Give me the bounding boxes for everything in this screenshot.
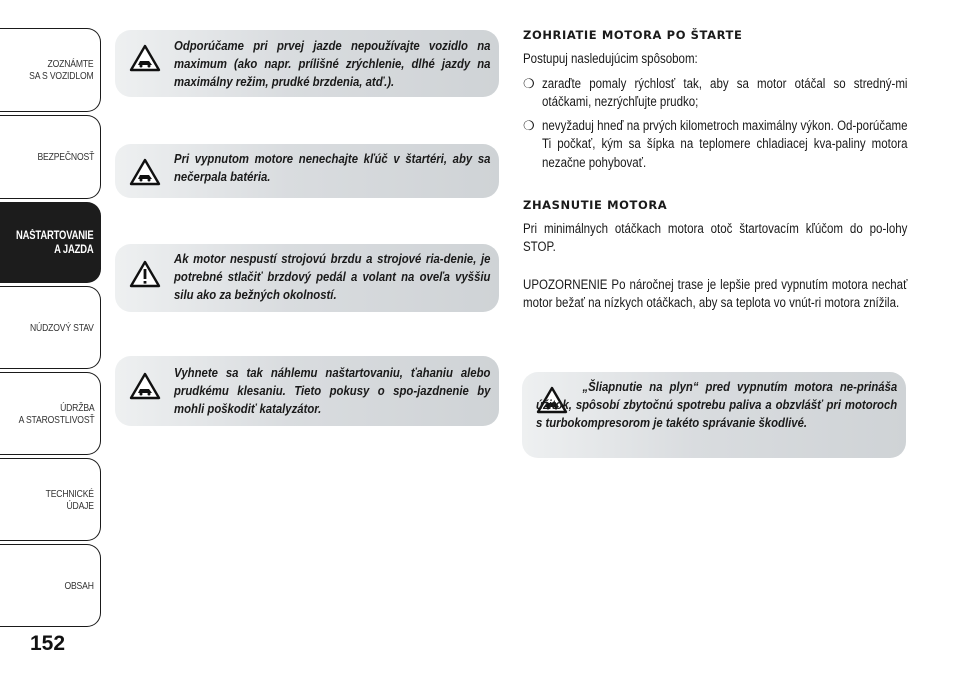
tab-nastartovanie-a-jazda[interactable] xyxy=(0,202,101,283)
warning-text: Ak motor nespustí strojovú brzdu a strojové ria-denie, je potrebné stlačiť brzdový pedál a volant na oveľa vyššiu silu ako za bežných okolností. xyxy=(174,251,491,302)
page-number: 152 xyxy=(30,632,66,655)
list-item xyxy=(523,117,909,173)
warning-box xyxy=(115,356,499,426)
tab-label: NAŠTARTOVANIE A JAZDA xyxy=(16,229,94,256)
tab-label: ZOZNÁMTE SA S VOZIDLOM xyxy=(29,58,94,82)
tab-udrzba-a-starostlivost[interactable] xyxy=(0,372,101,455)
warning-box xyxy=(115,144,499,198)
bullet-circle-icon: ❍ xyxy=(523,76,535,91)
warning-text: Pri vypnutom motore nenechajte kľúč v štartéri, aby sa nečerpala batéria. xyxy=(174,151,491,184)
exclamation-warning-icon xyxy=(129,260,161,288)
car-warning-icon xyxy=(129,158,161,186)
list-item-text: nevyžaduj hneď na prvých kilometroch maximálny výkon. Od-porúčame Ti počkať, kým sa šípka na teplomere chladiacej kva-paliny motora nezačne pohybovať. xyxy=(542,118,908,170)
tab-bezpecnost[interactable] xyxy=(0,115,101,199)
warning-text: Odporúčame pri prvej jazde nepoužívajte vozidlo na maximum (ako napr. prílišné zrýchlenie, dlhé jazdy na maximálny režim, prudké brzdenia, atď.). xyxy=(174,38,491,89)
intro-text: Postupuj nasledujúcim spôsobom: xyxy=(523,51,698,66)
tab-label: BEZPEČNOSŤ xyxy=(37,151,94,163)
tab-label: ÚDRŽBA A STAROSTLIVOSŤ xyxy=(18,401,94,426)
list-item xyxy=(523,75,909,113)
tab-zoznamte-sa-s-vozidlom[interactable] xyxy=(0,28,101,112)
tab-label: OBSAH xyxy=(64,579,94,592)
tab-nudzovy-stav[interactable] xyxy=(0,286,101,369)
paragraph: Pri minimálnych otáčkach motora otoč štartovacím kľúčom do po-lohy STOP. xyxy=(523,221,908,255)
warning-text: Vyhnete sa tak náhlemu naštartovaniu, ťahaniu alebo prudkému klesaniu. Tieto pokusy o spo-jazdnenie by mohli poškodiť katalyzátor. xyxy=(174,365,491,416)
warning-text: „Šliapnutie na plyn“ pred vypnutím motora ne-prináša úžitok, spôsobí zbytočnú spotrebu paliva a obzvlášť pri motoroch s turbokompresorom je takéto správanie škodlivé. xyxy=(536,379,898,430)
section-heading: ZHASNUTIE MOTORA xyxy=(523,198,668,212)
section-heading: ZOHRIATIE MOTORA PO ŠTARTE xyxy=(523,28,743,42)
warning-box xyxy=(115,30,499,97)
list-item-text: zaraďte pomaly rýchlosť tak, aby sa motor otáčal so stredný-mi otáčkami, nezrýchľujte prudko; xyxy=(542,76,908,110)
tab-label: TECHNICKÉ ÚDAJE xyxy=(45,487,94,512)
warning-box xyxy=(522,372,906,458)
tab-label: NÚDZOVÝ STAV xyxy=(30,321,94,334)
warning-box xyxy=(115,244,499,312)
car-warning-icon xyxy=(129,372,161,400)
tab-obsah[interactable] xyxy=(0,544,101,627)
tab-technicke-udaje[interactable] xyxy=(0,458,101,541)
bullet-circle-icon: ❍ xyxy=(523,118,535,133)
car-warning-icon xyxy=(129,44,161,72)
paragraph: UPOZORNENIE Po náročnej trase je lepšie pred vypnutím motora nechať motor bežať na nízkych otáčkach, aby sa teplota vo vnút-ri motora znížila. xyxy=(523,277,908,311)
